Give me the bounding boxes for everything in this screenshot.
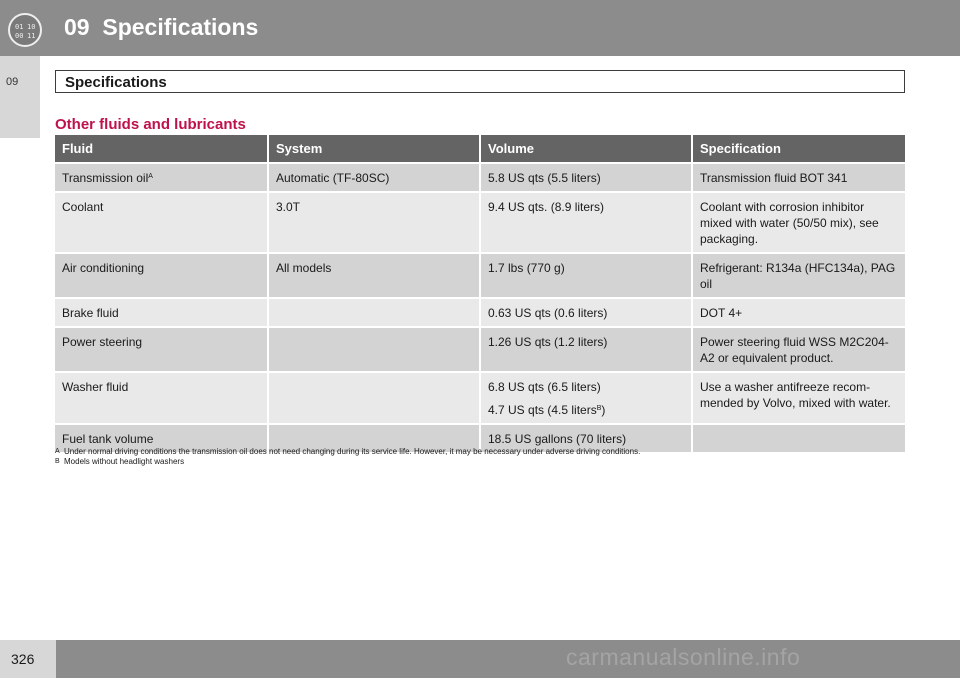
icon-digit: 10 xyxy=(27,23,36,31)
chapter-header-bar xyxy=(0,0,960,56)
footnote-text: Under normal driving conditions the transmission oil does not need changing during its service life. However, it may be necessary under adverse driving conditions. xyxy=(64,447,641,456)
cell-volume: 18.5 US gallons (70 liters) xyxy=(479,423,691,452)
cell-system: Automatic (TF-80SC) xyxy=(267,162,479,191)
cell-specification: Refrigerant: R134a (HFC134a), PAG oil xyxy=(691,252,905,297)
page-subheading: Other fluids and lubricants xyxy=(55,116,246,133)
table-row xyxy=(55,191,905,252)
cell-fluid: Coolant xyxy=(55,191,267,252)
volume-line: 6.8 US qts (6.5 liters) xyxy=(488,380,601,394)
table-row xyxy=(55,162,905,191)
cell-volume: 9.4 US qts. (8.9 liters) xyxy=(479,191,691,252)
cell-volume: 5.8 US qts (5.5 liters) xyxy=(479,162,691,191)
page-number-tab xyxy=(0,640,56,678)
cell-fluid: Air conditioning xyxy=(55,252,267,297)
cell-fluid xyxy=(55,162,267,191)
cell-volume: 1.26 US qts (1.2 liters) xyxy=(479,326,691,371)
cell-fluid: Washer fluid xyxy=(55,371,267,423)
cell-specification: Coolant with corrosion inhibitor mixed with water (50/50 mix), see packaging. xyxy=(691,191,905,252)
chapter-title: 09 Specifications xyxy=(64,14,259,40)
footnote xyxy=(55,447,915,457)
footnote-mark: B xyxy=(55,458,60,465)
watermark: carmanualsonline.info xyxy=(566,644,801,670)
table-row xyxy=(55,252,905,297)
chapter-badge-icon xyxy=(8,13,42,47)
cell-system xyxy=(267,297,479,326)
section-title-box xyxy=(55,70,905,93)
footnote xyxy=(55,457,915,467)
cell-fluid: Brake fluid xyxy=(55,297,267,326)
cell-system: 3.0T xyxy=(267,191,479,252)
cell-volume: 1.7 lbs (770 g) xyxy=(479,252,691,297)
cell-specification: Power steering fluid WSS M2C204-A2 or equivalent product. xyxy=(691,326,905,371)
column-header-specification: Specification xyxy=(691,135,905,162)
cell-specification: Use a washer antifreeze recom-mended by Volvo, mixed with water. xyxy=(691,371,905,423)
page-number: 326 xyxy=(11,651,35,667)
cell-fluid: Power steering xyxy=(55,326,267,371)
cell-system xyxy=(267,326,479,371)
column-header-system: System xyxy=(267,135,479,162)
icon-digit: 01 xyxy=(15,23,24,31)
table-row xyxy=(55,371,905,423)
icon-digit: 11 xyxy=(27,32,36,40)
volume-line xyxy=(488,402,684,418)
footnote-mark: A xyxy=(55,448,60,455)
cell-volume xyxy=(479,371,691,423)
table-row xyxy=(55,297,905,326)
fluid-name: Transmission oil xyxy=(62,171,149,185)
column-header-fluid: Fluid xyxy=(55,135,267,162)
volume-text: 4.7 US qts (4.5 liters xyxy=(488,403,597,417)
volume-text-close: ) xyxy=(601,403,606,417)
icon-digit: 00 xyxy=(15,32,24,40)
cell-specification: DOT 4+ xyxy=(691,297,905,326)
cell-specification: Transmission fluid BOT 341 xyxy=(691,162,905,191)
footnote-text: Models without headlight washers xyxy=(64,457,185,466)
column-header-volume: Volume xyxy=(479,135,691,162)
chapter-side-tab xyxy=(0,56,40,138)
table-header-row xyxy=(55,135,905,162)
cell-volume: 0.63 US qts (0.6 liters) xyxy=(479,297,691,326)
fluids-spec-table xyxy=(55,135,905,452)
footer-bar xyxy=(0,640,960,678)
side-tab-chapter-number: 09 xyxy=(6,76,19,88)
table-row xyxy=(55,326,905,371)
footnote-ref: B xyxy=(596,405,602,412)
section-title: Specifications xyxy=(65,74,167,91)
footnotes xyxy=(55,447,915,467)
cell-system xyxy=(267,371,479,423)
cell-system: All models xyxy=(267,252,479,297)
cell-fluid: Fuel tank volume xyxy=(55,423,267,452)
footnote-ref: A xyxy=(148,173,153,180)
